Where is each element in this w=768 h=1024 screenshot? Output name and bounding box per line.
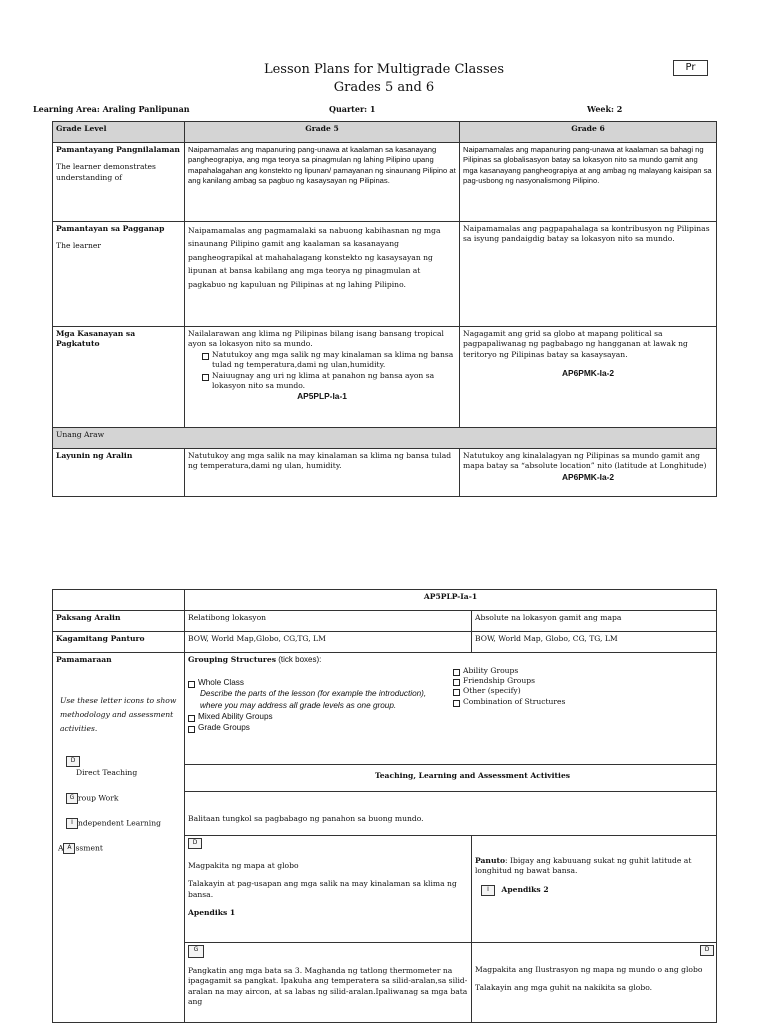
lesson-plan-table-1 <box>52 121 717 497</box>
competency-bullet-2-text: Naiuugnay ang uri ng klima at panahon ng bansa ayon sa lokasyon nito sa mundo. <box>212 370 435 391</box>
g6-apendiks: Apendiks 2 <box>501 885 549 895</box>
teaching-materials-g6: BOW, World Map, Globo, CG, TG, LM <box>472 632 717 653</box>
g6-panuto-text: : Ibigay ang kabuuang sukat ng guhit latitude at longhitud ng bawat bansa. <box>475 856 692 876</box>
tla-heading-text: Teaching, Learning and Assessment Activities <box>374 771 571 780</box>
content-standard-g6: Naipamamalas ang mapanuring pang-unawa at kaalaman sa bahagi ng Pilipinas sa globalisasyon batay sa lokasyon nito sa mundo gamit ang mga kasanayang pangheograpiya at ang ambag ng malayang kaisipan sa pag-usbong ng nasyonalismong Pilipino. <box>460 143 717 222</box>
direct-teaching-icon: D <box>66 756 80 767</box>
subject-matter-g5: Relatibong lokasyon <box>185 611 472 632</box>
g6-panuto-label: Panuto <box>475 856 506 865</box>
document-title: Lesson Plans for Multigrade Classes <box>263 62 505 77</box>
g5-group-text: Pangkatin ang mga bata sa 3. Maghanda ng tatlong thermometer na ipagagamit sa pangkat. Ipakuha ang temperatera sa silid-aralan,sa silid-aralan na may aircon, at sa labas ng silid-aralan.Ipaliwanag sa mga bata ang <box>188 966 468 1007</box>
grouping-structures-cell <box>185 653 717 765</box>
mixed-ability-checkbox[interactable] <box>188 715 195 722</box>
competency-code-g6: AP6PMK-Ia-2 <box>561 368 615 379</box>
content-standard-sub: The learner demonstrates understanding of <box>56 162 156 182</box>
legend-group-work-label: roup Work <box>78 793 119 803</box>
content-standard-g5: Naipamamalas ang mapanuring pang-unawa at kaalaman sa kasanayang pangheograpiya, ang mga teorya sa pinagmulan ng lahing Pilipino upang mapahalagahan ang konstekto ng lipunan/ pamayanan ng sinaunang Pilipino at ang kanilang ambag sa pagbuo ng kasaysayan ng Pilipinas. <box>185 143 460 222</box>
grade-level-header: Grade Level <box>53 122 185 143</box>
grade-groups-label: Grade Groups <box>198 722 250 732</box>
competency-g6-text: Nagagamit ang grid sa globo at mapang political sa pagpapaliwanag ng pagbabago ng hangganan at lawak ng teritoryo ng Pilipinas batay sa kasaysayan. <box>463 329 688 359</box>
checkbox-icon <box>202 353 209 360</box>
subject-matter-g6: Absolute na lokasyon gamit ang mapa <box>472 611 717 632</box>
quarter-label: Quarter: 1 <box>329 104 376 114</box>
option-other[interactable] <box>453 686 565 696</box>
grouping-right-list <box>453 666 565 734</box>
grouping-left-list <box>188 678 453 734</box>
lesson-objective-label: Layunin ng Aralin <box>53 449 185 497</box>
combination-label: Combination of Structures <box>463 696 566 706</box>
learning-competencies-label: Mga Kasanayan sa Pagkatuto <box>53 327 185 428</box>
grouping-hint: (tick boxes): <box>276 655 322 664</box>
independent-learning-icon: I <box>66 818 78 829</box>
week-label: Week: 2 <box>587 104 623 114</box>
competency-bullet-2 <box>202 371 456 392</box>
option-grade-groups[interactable] <box>188 723 453 734</box>
option-combination[interactable] <box>453 697 565 707</box>
code-row-text: AP5PLP-Ia-1 <box>423 592 478 601</box>
performance-standard-sub: The learner <box>56 241 101 251</box>
g5-group-activity-cell <box>185 943 472 1023</box>
whole-class-label: Whole Class <box>198 677 244 687</box>
option-whole-class[interactable] <box>188 678 453 689</box>
grade-groups-checkbox[interactable] <box>188 726 195 733</box>
procedure-note: Use these letter icons to show methodology and assessment activities. <box>60 696 177 734</box>
legend-assessment <box>58 843 181 854</box>
ability-groups-label: Ability Groups <box>463 665 519 675</box>
combination-checkbox[interactable] <box>453 700 460 707</box>
other-label: Other (specify) <box>463 686 521 696</box>
performance-standard-g6: Naipamamalas ang pagpapahalaga sa kontribusyon ng Pilipinas sa isyung pandaigdig batay sa lokasyon nito sa mundo. <box>460 222 717 327</box>
code-row-cell <box>185 590 717 611</box>
procedure-label: Pamamaraan <box>56 655 112 664</box>
competency-bullet-1-text: Natutukoy ang mga salik ng may kinalaman sa klima ng bansa tulad ng temperatura,dami ng ulan,humidity. <box>212 349 454 370</box>
whole-class-checkbox[interactable] <box>188 681 195 688</box>
grouping-title: Grouping Structures <box>188 655 277 664</box>
assessment-icon: A <box>63 843 75 854</box>
grade5-header: Grade 5 <box>185 122 460 143</box>
competency-bullet-1 <box>202 350 456 371</box>
other-checkbox[interactable] <box>453 689 460 696</box>
direct-teaching-icon: D <box>188 838 202 849</box>
checkbox-icon <box>202 374 209 381</box>
g6-activity-cell <box>472 836 717 943</box>
objective-code-g6: AP6PMK-Ia-2 <box>561 471 615 482</box>
g5-show-map: Magpakita ng mapa at globo <box>188 861 299 870</box>
option-ability-groups[interactable] <box>453 666 565 676</box>
performance-standard-label: Pamantayan sa Pagganap <box>56 224 165 233</box>
performance-standard-label-cell <box>53 222 185 327</box>
day-one-row: Unang Araw <box>53 428 717 449</box>
learning-competencies-g5 <box>185 327 460 428</box>
competency-code-g5: AP5PLP-Ia-1 <box>297 391 347 402</box>
teaching-materials-label: Kagamitang Panturo <box>53 632 185 653</box>
group-work-icon: G <box>188 945 204 958</box>
competency-intro: Nailalarawan ang klima ng Pilipinas bilang isang bansang tropical ayon sa lokasyon nito sa mundo. <box>188 329 444 349</box>
page-marker-box: Pr <box>673 60 708 76</box>
lesson-objective-g6-cell <box>460 449 717 497</box>
legend-direct-teaching-label: Direct Teaching <box>76 768 138 778</box>
legend-group-work <box>66 793 181 804</box>
group-work-icon: G <box>66 793 78 804</box>
legend-direct-teaching <box>66 756 181 767</box>
procedure-cell <box>53 653 185 1023</box>
learning-area-label: Learning Area: Araling Panlipunan <box>33 104 190 114</box>
independent-learning-icon: I <box>481 885 495 896</box>
legend-independent-learning <box>66 818 181 829</box>
option-mixed-ability[interactable] <box>188 712 453 723</box>
g5-discuss: Talakayin at pag-usapan ang mga salik na may kinalaman sa klima ng bansa. <box>188 879 457 899</box>
lesson-plan-table-2 <box>52 589 717 1023</box>
mixed-ability-label: Mixed Ability Groups <box>198 712 273 722</box>
g6-direct-activity-cell <box>472 943 717 1023</box>
balitaan-cell: Balitaan tungkol sa pagbabago ng panahon sa buong mundo. <box>185 792 717 836</box>
friendship-groups-checkbox[interactable] <box>453 679 460 686</box>
g5-activity-cell <box>185 836 472 943</box>
performance-standard-g5: Naipamamalas ang pagmamalaki sa nabuong kabihasnan ng mga sinaunang Pilipino gamit ang kaalaman sa kasanayang pangheograpikal at mahahalagang konstekto ng kasaysayan ng lipunan at bansa kabilang ang mga teorya ng pinagmulan at pagkabuo ng kapuluan ng Pilipinas at ng lahing Pilipino. <box>185 222 460 327</box>
teaching-materials-g5: BOW, World Map,Globo, CG,TG, LM <box>185 632 472 653</box>
content-standard-label-cell <box>53 143 185 222</box>
g5-apendiks: Apendiks 1 <box>188 908 236 918</box>
direct-teaching-icon: D <box>700 945 714 956</box>
g6-discuss-lines: Talakayin ang mga guhit na nakikita sa globo. <box>475 983 653 993</box>
legend-assessment-label: ssment <box>75 843 103 853</box>
g6-show-map: Magpakita ang Ilustrasyon ng mapa ng mundo o ang globo <box>475 965 703 974</box>
learning-competencies-g6 <box>460 327 717 428</box>
code-row-empty-cell <box>53 590 185 611</box>
subject-matter-label: Paksang Aralin <box>53 611 185 632</box>
content-standard-label: Pamantayang Pangnilalaman <box>56 145 180 154</box>
friendship-groups-label: Friendship Groups <box>463 676 535 685</box>
legend-independent-label: ndependent Learning <box>78 818 161 828</box>
legend-assessment-prefix: A <box>58 843 64 853</box>
option-friendship-groups[interactable] <box>453 676 565 686</box>
whole-class-description: Describe the parts of the lesson (for example the introduction), where you may address all grade levels as one group. <box>200 689 427 711</box>
ability-groups-checkbox[interactable] <box>453 669 460 676</box>
document-subtitle: Grades 5 and 6 <box>333 80 435 95</box>
grade6-header: Grade 6 <box>460 122 717 143</box>
lesson-objective-g5: Natutukoy ang mga salik na may kinalaman sa klima ng bansa tulad ng temperatura,dami ng ulan, humidity. <box>185 449 460 497</box>
lesson-objective-g6: Natutukoy ang kinalalagyan ng Pilipinas sa mundo gamit ang mapa batay sa “absolute location” nito (latitude at Longhitude) <box>463 451 707 471</box>
tla-heading <box>185 765 717 792</box>
